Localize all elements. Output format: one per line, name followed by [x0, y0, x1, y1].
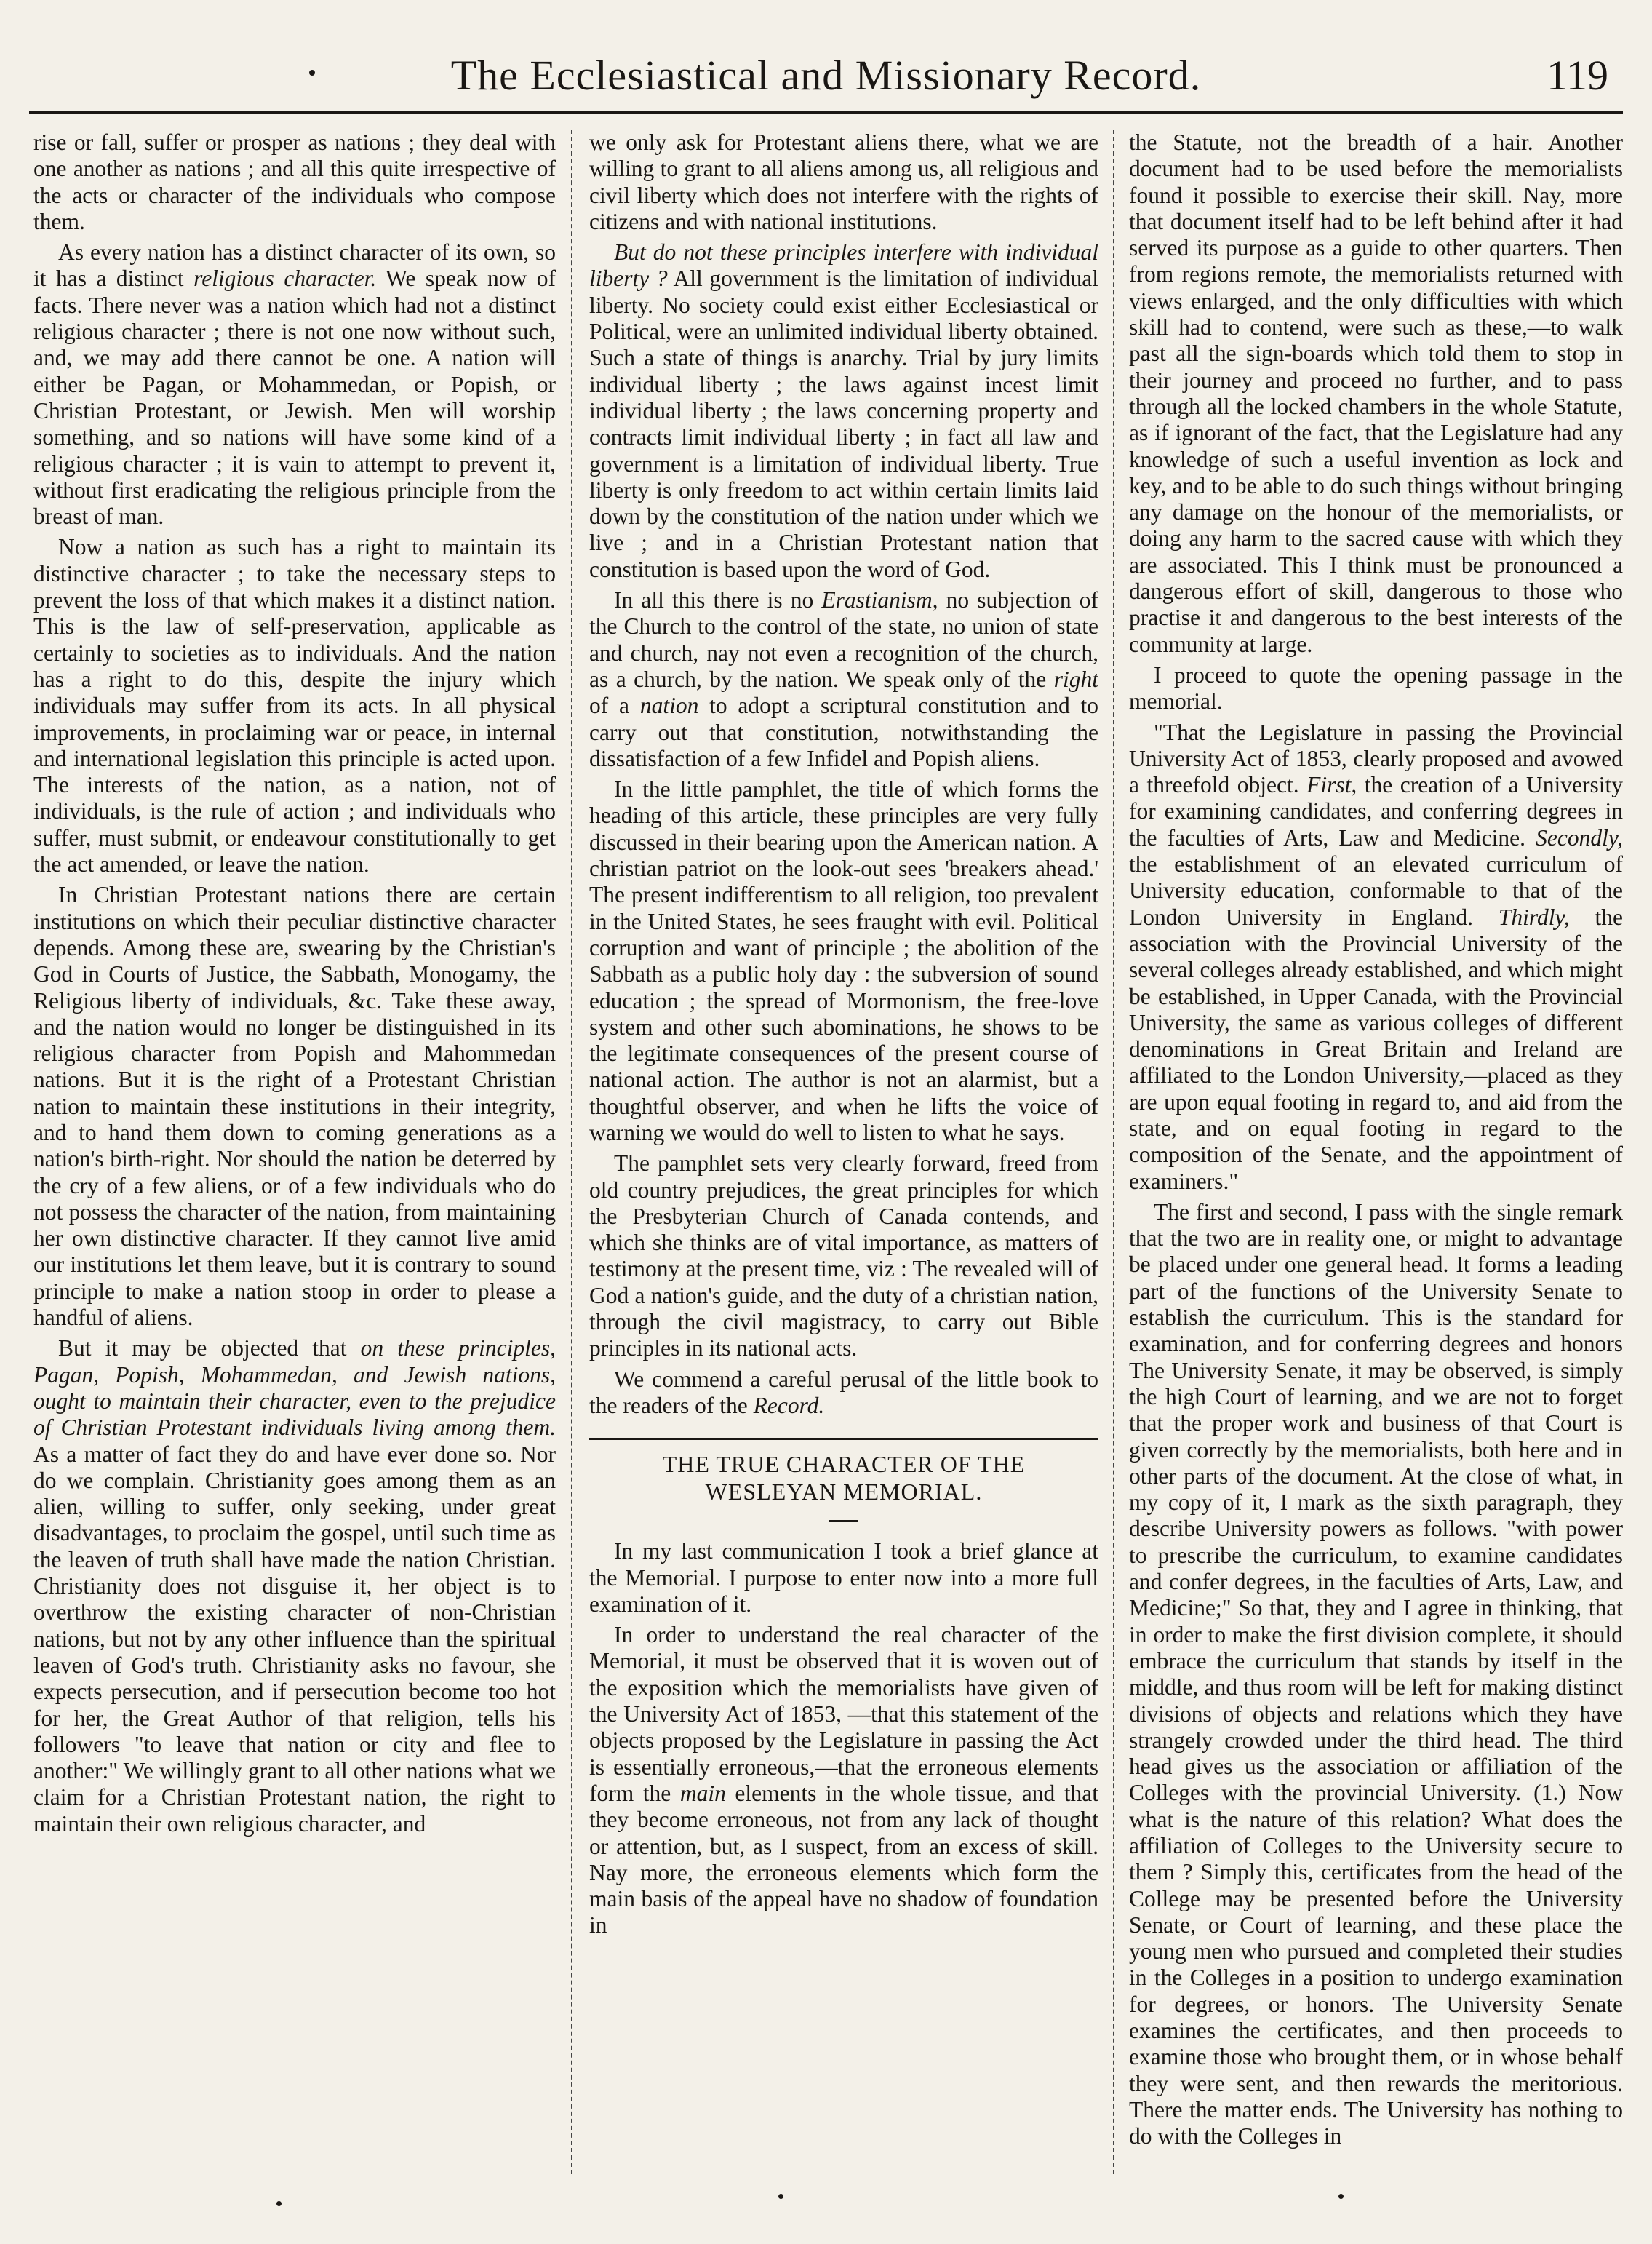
footer-dot: [778, 2194, 783, 2199]
italic-text-run: Secondly,: [1536, 824, 1623, 851]
paragraph: I proceed to quote the opening passage in the memorial.: [1129, 661, 1623, 715]
text-run: to adopt a scriptural constitution and to carry out that constitution, notwithstanding the dissatisfaction of a few Infidel and Popish aliens.: [589, 693, 1098, 771]
paragraph: The pamphlet sets very clearly forward, freed from old country prejudices, the great principles for which the Presbyterian Church of Canada contends, and which she thinks are of vital importance, as matters of testimony at the present time, viz : The revealed will of God a nation's guide, and the duty of a christian nation, through the civil magistracy, to carry out Bible principles in its national acts.: [589, 1150, 1098, 1361]
italic-text-run: Record.: [753, 1392, 825, 1418]
column-1: [33, 130, 556, 2167]
text-run: We speak now of facts. There never was a nation which had not a distinct religious character ; there is not one now without such, and, we may add there cannot be one. A nation will either be Pagan, or Mohammedan, or Popish, or Christian Protestant, or Jewish. Men will worship something, and so nations will have some kind of a religious character ; it is vain to attempt to prevent it, without first eradicating the religious principle from the breast of man.: [33, 266, 556, 530]
paragraph: [1129, 720, 1623, 1195]
text-run: We commend a careful perusal of the little book to the readers of the: [589, 1366, 1098, 1418]
paragraph: In the little pamphlet, the title of which forms the heading of this article, these principles are very fully discussed in their bearing upon the American nation. A christian patriot on the look-out sees 'breakers ahead.' The present indifferentism to all religion, too prevalent in the United States, he sees fraught with evil. Political corruption and want of principle ; the abolition of the Sabbath as a public holy day : the subversion of sound education ; the spread of Mormonism, the free-love system and other such abominations, he shows to be the legitimate consequences of the present course of national action. The author is not an alarmist, but a thoughtful observer, and when he lifts the voice of warning we would do well to listen to what he says.: [589, 776, 1098, 1145]
text-run: the creation of a University for examining candidates, and conferring degrees in the faculties of Arts, Law and Medicine.: [1129, 772, 1623, 851]
header-rule: [29, 111, 1623, 114]
italic-text-run: on these principles, Pagan, Popish, Mohammedan, and Jewish nations, ought to maintain their character, even to the prejudice of Christian Protestant individuals living among them.: [33, 1335, 556, 1441]
paragraph: [589, 1366, 1098, 1420]
page-number: 119: [1547, 52, 1608, 99]
italic-text-run: Thirdly,: [1498, 904, 1570, 930]
paragraph: we only ask for Protestant aliens there, what we are willing to grant to all aliens among us, all religious and civil liberty which does not interfere with the rights of citizens and with national institutions.: [589, 130, 1098, 234]
section-dash: [829, 1520, 858, 1522]
italic-text-run: religious character.: [193, 266, 377, 292]
column-2: [589, 130, 1098, 2167]
paragraph: [589, 1622, 1098, 1939]
column-3: [1129, 130, 1623, 2167]
paragraph: [589, 239, 1098, 583]
text-run: the establishment of an elevated curriculum of University education, conformable to that of the London University in England.: [1129, 851, 1623, 930]
text-run: the association with the Provincial University of the several colleges already established, and which might be established, in Upper Canada, with the Provincial University, the same as various colleges of different denominations in Great Britain and Ireland are affiliated to the London University,—placed as they are upon equal footing in regard to, and aid from the state, and on equal footing in regard to the composition of the Senate, and the appointment of examiners.": [1129, 904, 1623, 1194]
text-run: no subjection of the Church to the control of the state, no union of state and church, nay not even a recognition of the church, as a church, by the nation. We speak only of the: [589, 587, 1098, 692]
journal-title: The Ecclesiastical and Missionary Record.: [450, 52, 1202, 99]
paragraph: The first and second, I pass with the single remark that the two are in reality one, or might to advantage be placed under one general head. It forms a leading part of the functions of the University Senate to establish the curriculum. This is the standard for examination, and for conferring degrees and honors The University Senate, it may be observed, is simply the high Court of learning, and we are not to forget that the proper work and business of that Court is given correctly by the memorialists, both here and in other parts of the document. At the close of what, in my copy of it, I mark as the sixth paragraph, they describe University powers as follows. "with power to prescribe the curriculum, to examine candidates and confer degrees, in the faculties of Arts, Law, and Medicine;" So that, they and I agree in thinking, that in order to make the first division complete, it should embrace the curriculum that stands by itself in the middle, and thus room will be left for making distinct divisions of objects and relations which they have strangely crowded under the third head. The third head gives us the association or affiliation of the Colleges with the provincial University. (1.) Now what is the nature of this relation? What does the affiliation of Colleges to the University secure to them ? Simply this, certificates from the head of the College may be presented before the University Senate, or Court of learning, and these place the young men who pursued and completed their studies in the Colleges in a position to undergo examination for degrees, or honors. The University Senate examines the certificates, and then proceeds to examine those who brought them, or in whose behalf they were sent, and then rewards the meritorious. There the matter ends. The University has nothing to do with the Colleges in: [1129, 1198, 1623, 2149]
italic-text-run: main: [679, 1780, 726, 1806]
column-divider-1: [571, 130, 572, 2174]
text-run: elements in the whole tissue, and that they become erroneous, not from any lack of thought or attention, but, as I suspect, from an excess of skill. Nay more, the erroneous elements which form the main basis of the appeal have no shadow of foundation in: [589, 1780, 1098, 1938]
italic-text-run: Erastianism,: [821, 587, 938, 613]
paragraph: [589, 587, 1098, 772]
section-rule: [589, 1438, 1098, 1440]
italic-text-run: right: [1053, 666, 1098, 692]
text-run: of a: [589, 693, 640, 719]
text-run: As every nation has a distinct character of its own, so it has a distinct: [33, 239, 556, 292]
text-run: As a matter of fact they do and have ever done so. Nor do we complain. Christianity goes among them as an alien, willing to suffer, only seeking, under great disadvantages, to proclaim the gospel, until such time as the leaven of truth shall have made the nation Christian. Christianity does not disguise it, her object is to overthrow the existing character of non-Christian nations, but not by any other influence than the spiritual leaven of God's truth. Christianity asks no favour, she expects persecution, and if persecution become too hot for her, the Great Author of that religion, tells his followers "to leave that nation or city and flee to another:" We willingly grant to all other nations what we claim for a Christian Protestant nation, the right to maintain their own religious character, and: [33, 1441, 556, 1837]
paragraph: [33, 239, 556, 530]
italic-text-run: nation: [639, 693, 699, 719]
section-heading: THE TRUE CHARACTER OF THE WESLEYAN MEMORIAL.: [662, 1451, 1026, 1505]
text-run: In order to understand the real character of the Memorial, it must be observed that it is woven out of the exposition which the memorialists have given of the University Act of 1853, —that this statement of the objects proposed by the Legislature in passing the Act is essentially erroneous,—that the erroneous elements form the: [589, 1622, 1098, 1806]
text-run: But it may be objected that: [58, 1335, 361, 1361]
running-header: [29, 29, 1623, 109]
italic-text-run: But do not these principles interfere with individual liberty ?: [589, 239, 1098, 292]
footer-dot: [276, 2201, 282, 2206]
italic-text-run: First,: [1306, 772, 1357, 798]
paragraph: rise or fall, suffer or prosper as nations ; they deal with one another as nations ; and all this quite irrespective of the acts or character of the individuals who compose them.: [33, 130, 556, 234]
text-run: In all this there is no: [614, 587, 822, 613]
paragraph: the Statute, not the breadth of a hair. Another document had to be used before the memorialists found it possible to exercise their skill. Nay, more that document itself had to be left behind after it had served its purpose as a guide to other quarters. Then from regions remote, the memorialists returned with views enlarged, and the only difficulties with which skill had to contend, were such as these,—to walk past all the sign-boards which told them to stop in their journey and proceed no further, and to pass through all the locked chambers in the whole Statute, as if ignorant of the fact, that the Legislature had any knowledge of such a useful invention as lock and key, and to be able to do such things without bringing any damage on the honour of the memorialists, or doing any harm to the sacred cause with which they are associated. This I think must be pronounced a dangerous effort of skill, dangerous to those who practise it and dangerous to the best interests of the community at large.: [1129, 130, 1623, 657]
paragraph: In my last communication I took a brief glance at the Memorial. I purpose to enter now into a more full examination of it.: [589, 1538, 1098, 1617]
paragraph: In Christian Protestant nations there are certain institutions on which their peculiar distinctive character depends. Among these are, swearing by the Christian's God in Courts of Justice, the Sabbath, Monogamy, the Religious liberty of individuals, &c. Take these away, and the nation would no longer be distinguished in its religious character from Popish and Mahommedan nations. But it is the right of a Protestant Christian nation to maintain these institutions in their integrity, and to hand them down to coming generations as a nation's birth-right. Nor should the nation be deterred by the cry of a few aliens, or of a few individuals who do not possess the character of the nation, from maintaining her own distinctive character. If they cannot live amid our institutions let them leave, but it is contrary to sound principle to make a nation stoop in order to please a handful of aliens.: [33, 882, 556, 1331]
footer-dot: [1338, 2194, 1344, 2199]
page: [29, 29, 1623, 2215]
paragraph: Now a nation as such has a right to maintain its distinctive character ; to take the necessary steps to prevent the loss of that which makes it a distinct nation. This is the law of self-preservation, applicable as certainly to societies as to individuals. And the nation has a right to do this, despite the injury which individuals may suffer from its acts. In all physical improvements, in proclaiming war or peace, in internal and international legislation this principle is acted upon. The interests of the nation, as a nation, not of individuals, is the rule of action ; and individuals who suffer, must submit, or endeavour constitutionally to get the act amended, or leave the nation.: [33, 534, 556, 878]
text-run: "That the Legislature in passing the Provincial University Act of 1853, clearly proposed and avowed a threefold object.: [1129, 719, 1623, 798]
paragraph: [33, 1335, 556, 1837]
column-divider-2: [1113, 130, 1114, 2174]
text-run: All government is the limitation of individual liberty. No society could exist either Ecclesiastical or Political, were an unlimited individual liberty obtained. Such a state of things is anarchy. Trial by jury limits individual liberty ; the laws against incest limit individual liberty ; the laws concerning property and contracts limit individual liberty ; in fact all law and government is a limitation of individual liberty. True liberty is only freedom to act within certain limits laid down by the constitution of the nation under which we live ; and in a Christian Protestant nation that constitution is based upon the word of God.: [589, 266, 1098, 582]
